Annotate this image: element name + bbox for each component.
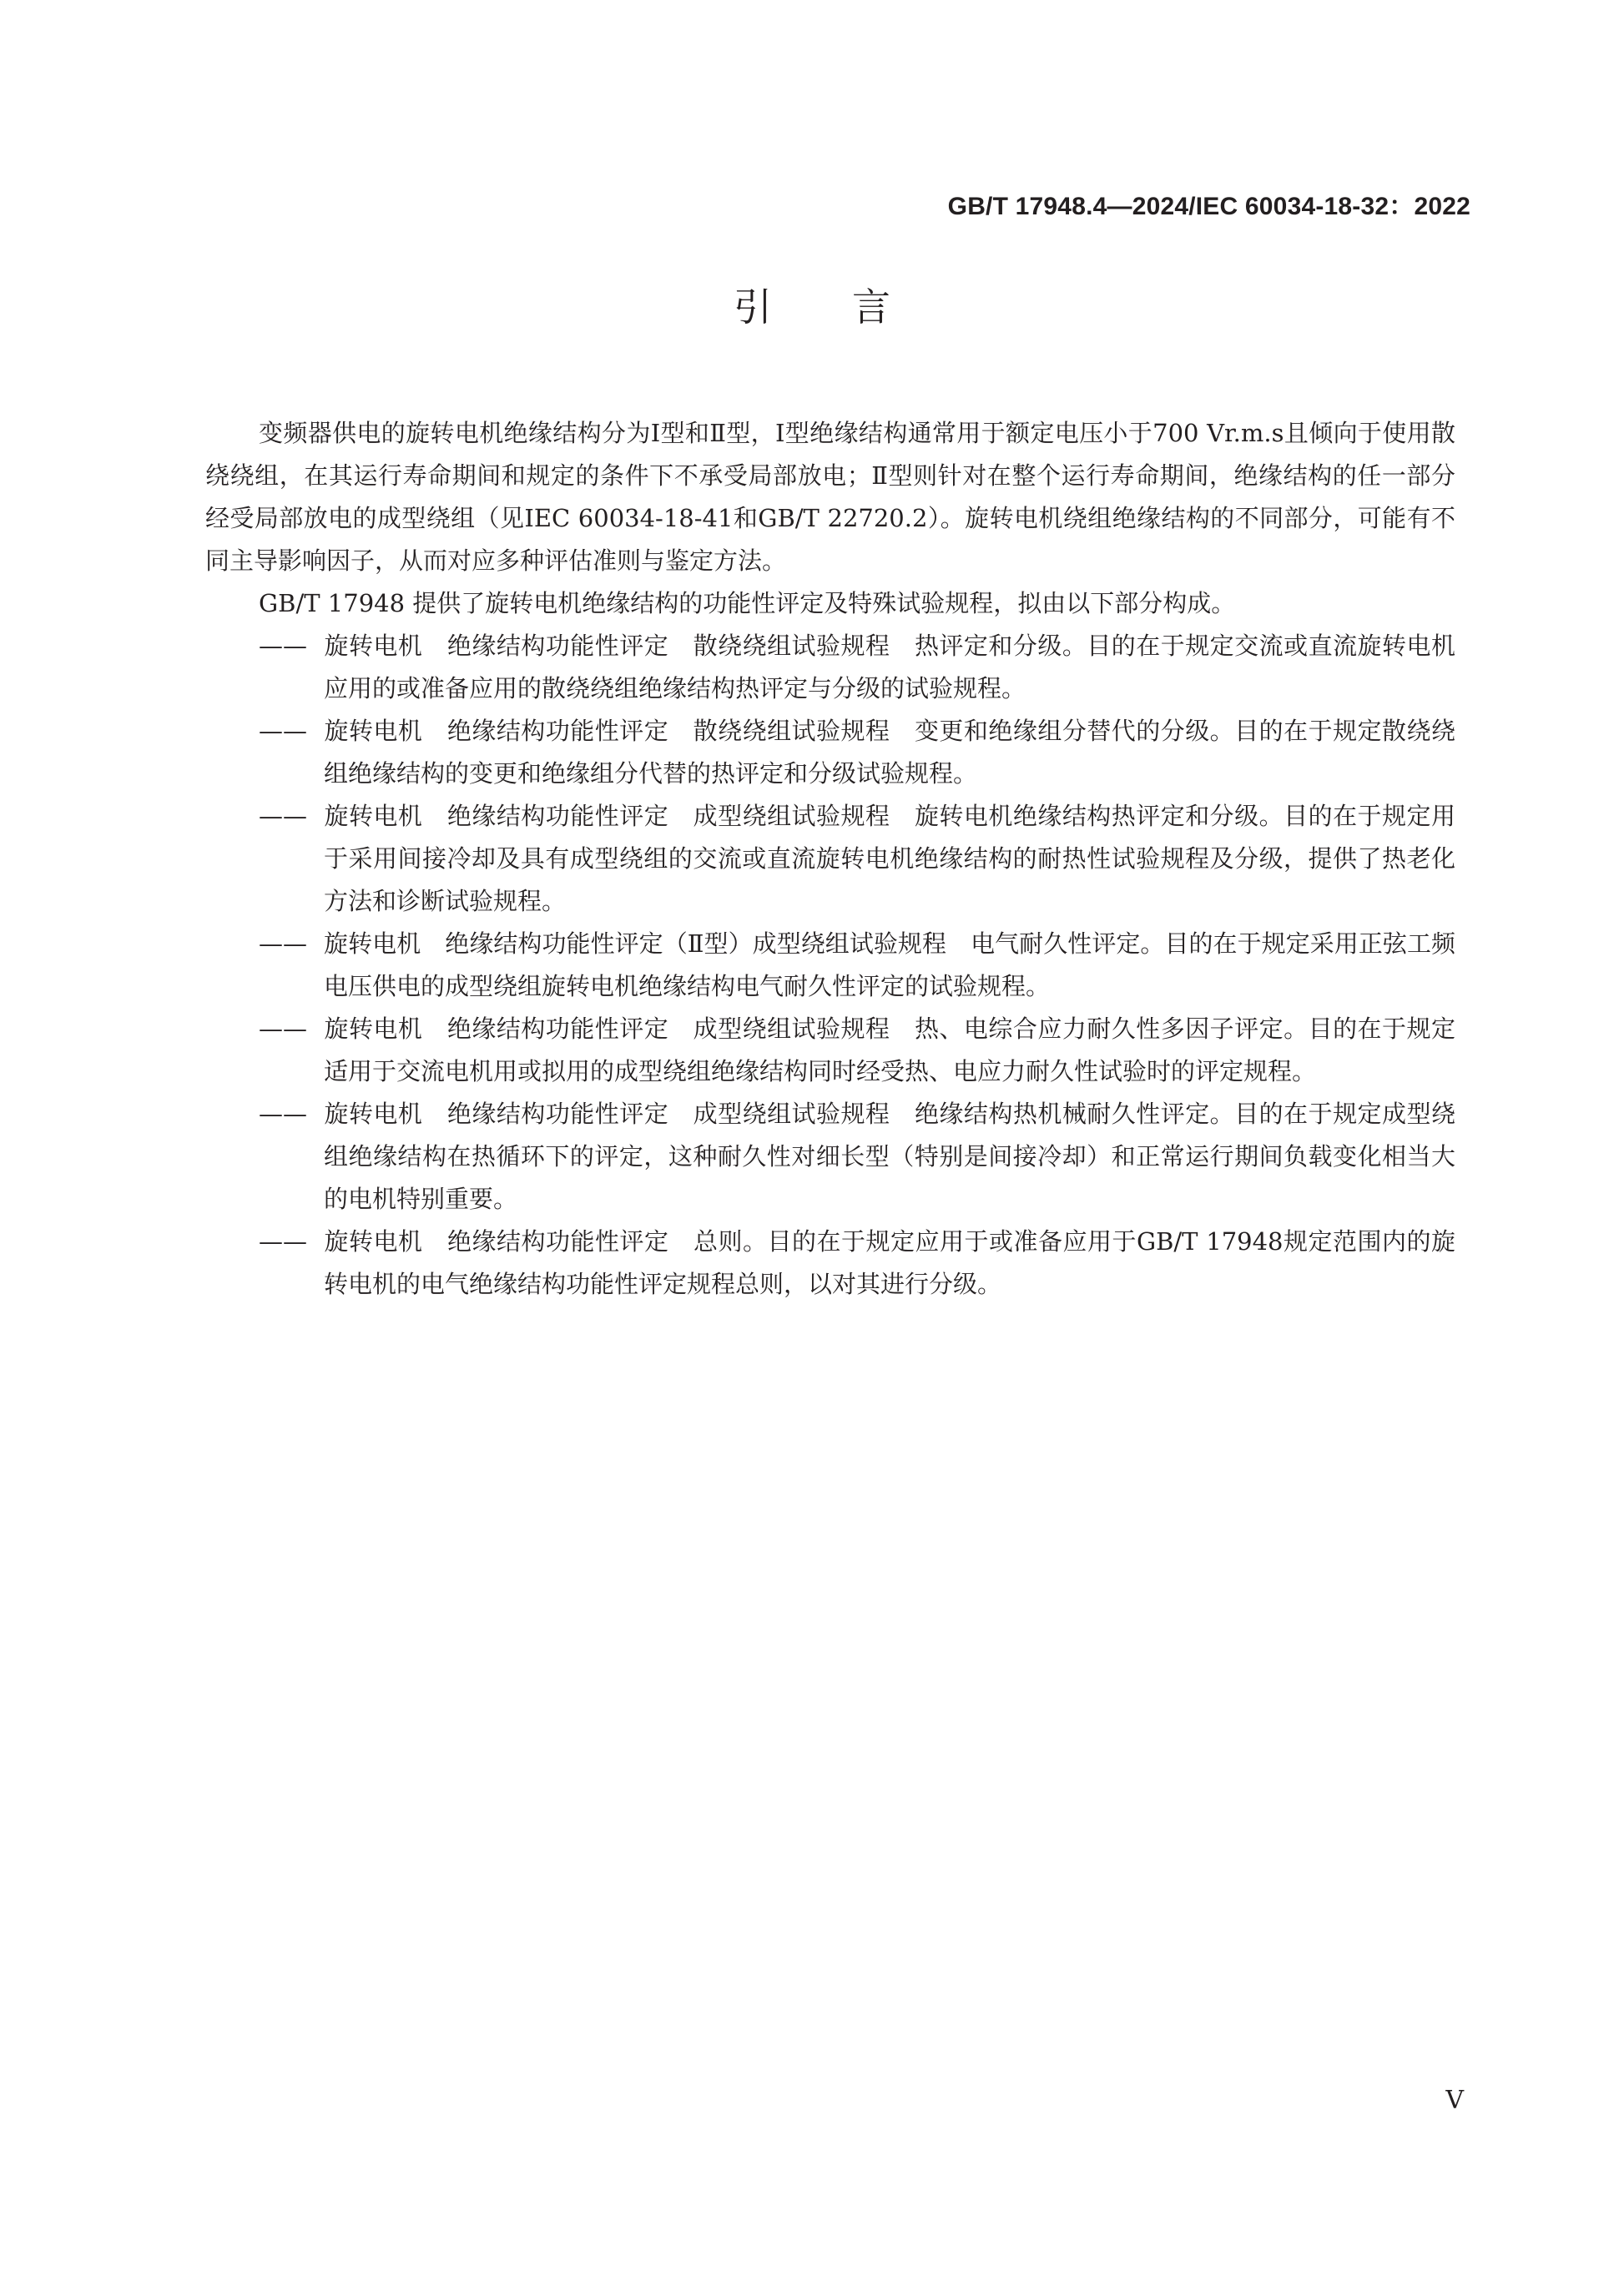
dash-marker: —— [259,1015,307,1043]
introduction-body [205,412,1455,1306]
document-code: GB/T 17948.4—2024/IEC 60034-18-32：2022 [947,193,1470,220]
dash-marker: —— [259,929,307,958]
list-item [259,795,1455,923]
page-number: Ⅴ [1445,2086,1464,2115]
list-item-text: 旋转电机 绝缘结构功能性评定 散绕绕组试验规程 热评定和分级。目的在于规定交流或直流旋转电机应用的或准备应用的散绕绕组绝缘结构热评定与分级的试验规程。 [324,632,1455,702]
list-item-text: 旋转电机 绝缘结构功能性评定 散绕绕组试验规程 变更和绝缘组分替代的分级。目的在于规定散绕绕组绝缘结构的变更和绝缘组分代替的热评定和分级试验规程。 [324,717,1455,788]
section-title: 引言 [734,284,971,330]
intro-paragraph: GB/T 17948 提供了旋转电机绝缘结构的功能性评定及特殊试验规程，拟由以下部分构成。 [259,589,1236,617]
list-item-text: 旋转电机 绝缘结构功能性评定（Ⅱ型）成型绕组试验规程 电气耐久性评定。目的在于规定采用正弦工频电压供电的成型绕组旋转电机绝缘结构电气耐久性评定的试验规程。 [324,929,1455,1000]
list-item [259,710,1455,795]
list-item [259,1093,1455,1221]
list-item-text: 旋转电机 绝缘结构功能性评定 总则。目的在于规定应用于或准备应用于GB/T 17948规定范围内的旋转电机的电气绝缘结构功能性评定规程总则，以对其进行分级。 [324,1227,1455,1298]
list-item [259,625,1455,710]
intro-paragraph: 变频器供电的旋转电机绝缘结构分为Ⅰ型和Ⅱ型，Ⅰ型绝缘结构通常用于额定电压小于700 Vr.m.s且倾向于使用散绕绕组，在其运行寿命期间和规定的条件下不承受局部放电；Ⅱ型则针对在整个运行寿命期间，绝缘结构的任一部分经受局部放电的成型绕组（见IEC 60034-18-41和GB/T 22720.2）。旋转电机绕组绝缘结构的不同部分，可能有不同主导影响因子，从而对应多种评估准则与鉴定方法。 [205,419,1455,575]
dash-marker: —— [259,1100,307,1128]
dash-marker: —— [259,802,307,830]
list-item-text: 旋转电机 绝缘结构功能性评定 成型绕组试验规程 热、电综合应力耐久性多因子评定。目的在于规定适用于交流电机用或拟用的成型绕组绝缘结构同时经受热、电应力耐久性试验时的评定规程。 [324,1015,1455,1085]
list-item [259,923,1455,1008]
list-item [259,1221,1455,1306]
parts-list [205,625,1455,1306]
dash-marker: —— [259,632,307,660]
dash-marker: —— [259,1227,307,1256]
list-item-text: 旋转电机 绝缘结构功能性评定 成型绕组试验规程 旋转电机绝缘结构热评定和分级。目的在于规定用于采用间接冷却及具有成型绕组的交流或直流旋转电机绝缘结构的耐热性试验规程及分级，提供了热老化方法和诊断试验规程。 [324,802,1455,915]
list-item [259,1008,1455,1093]
dash-marker: —— [259,717,307,745]
list-item-text: 旋转电机 绝缘结构功能性评定 成型绕组试验规程 绝缘结构热机械耐久性评定。目的在于规定成型绕组绝缘结构在热循环下的评定，这种耐久性对细长型（特别是间接冷却）和正常运行期间负载变化相当大的电机特别重要。 [324,1100,1455,1213]
